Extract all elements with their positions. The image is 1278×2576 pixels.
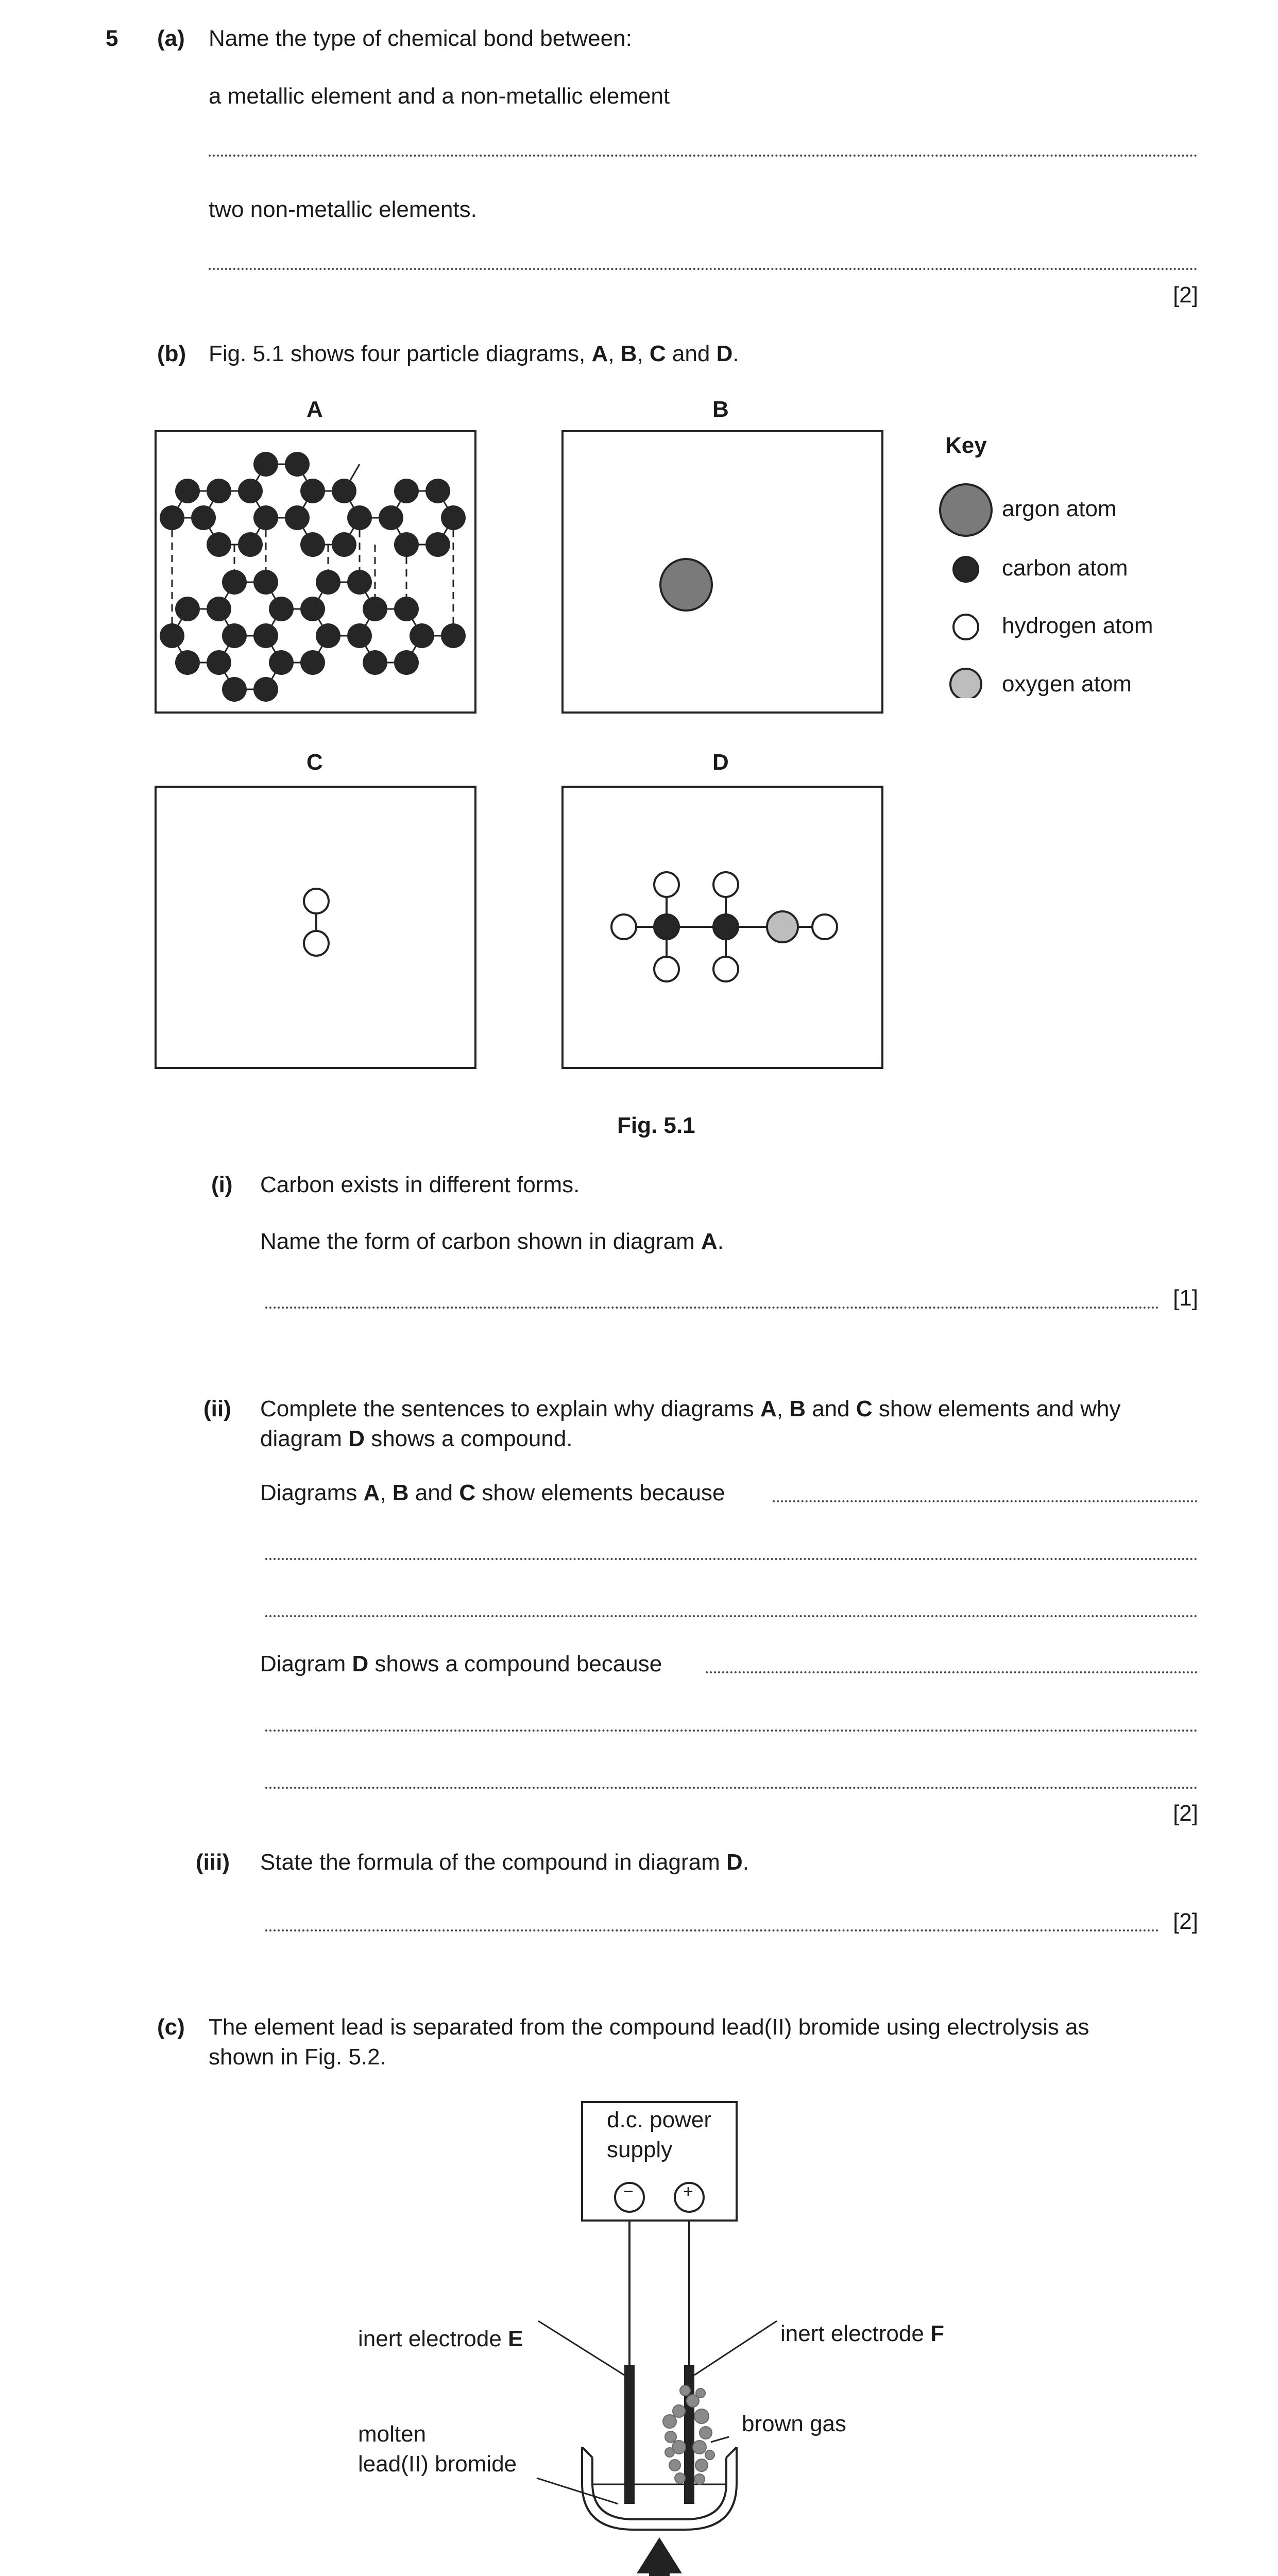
- part-b-intro: Fig. 5.1 shows four particle diagrams, A, B, C and D.: [209, 341, 739, 366]
- part-a-label: (a): [157, 26, 185, 51]
- diagram-c: [155, 786, 476, 1069]
- electrode-e: [624, 2365, 635, 2504]
- answer-line-b-ii-1[interactable]: [773, 1500, 1198, 1502]
- part-b-ii-sentence2: Diagram D shows a compound because: [260, 1651, 662, 1676]
- part-b-ii-sentence1: Diagrams A, B and C show elements because: [260, 1480, 725, 1505]
- part-a-item2: two non-metallic elements.: [209, 197, 477, 222]
- part-b-ii-marks: [2]: [1173, 1801, 1198, 1826]
- supply-label-2: supply: [607, 2137, 673, 2162]
- key-hydrogen: hydrogen atom: [1002, 613, 1153, 638]
- heat-arrow: [637, 2537, 682, 2576]
- answer-line-b-ii-4[interactable]: [706, 1671, 1198, 1673]
- key-carbon: carbon atom: [1002, 555, 1128, 581]
- part-b-label: (b): [157, 341, 186, 366]
- label-molten-2: lead(II) bromide: [358, 2451, 517, 2477]
- argon-atom-diagram: [660, 559, 712, 611]
- answer-line-b-ii-6[interactable]: [265, 1787, 1198, 1789]
- label-electrode-e: inert electrode E: [358, 2326, 523, 2351]
- answer-line-b-i[interactable]: [265, 1307, 1159, 1309]
- answer-line-b-ii-5[interactable]: [265, 1730, 1198, 1732]
- diagram-c-label: C: [306, 750, 323, 775]
- part-a-stem: Name the type of chemical bond between:: [209, 26, 632, 51]
- part-b-iii-marks: [2]: [1173, 1909, 1198, 1934]
- part-c-label: (c): [157, 2014, 185, 2040]
- answer-line-b-ii-3[interactable]: [265, 1615, 1198, 1617]
- part-b-i-marks: [1]: [1173, 1285, 1198, 1311]
- answer-line-a1[interactable]: [209, 155, 1198, 157]
- part-b-ii-line2: diagram D shows a compound.: [260, 1426, 573, 1451]
- diagram-d: [561, 786, 883, 1069]
- part-b-ii-label: (ii): [203, 1396, 231, 1421]
- diagram-b: [561, 430, 883, 714]
- hydrogen-atom-top: [304, 889, 329, 913]
- part-b-ii-line1: Complete the sentences to explain why diagrams A, B and C show elements and why: [260, 1396, 1121, 1421]
- oxygen-key-icon: [950, 669, 981, 698]
- part-a-marks: [2]: [1173, 282, 1198, 308]
- argon-key-icon: [940, 484, 992, 536]
- diagram-d-label: D: [712, 750, 729, 775]
- key-symbols: [935, 482, 997, 698]
- label-electrode-f: inert electrode F: [780, 2321, 944, 2346]
- diagram-b-label: B: [712, 397, 729, 422]
- part-c-line2: shown in Fig. 5.2.: [209, 2044, 386, 2070]
- minus-symbol: −: [623, 2182, 634, 2201]
- hydrogen-atom-bottom: [304, 931, 329, 956]
- part-b-i-line2: Name the form of carbon shown in diagram A.: [260, 1229, 724, 1254]
- supply-label-1: d.c. power: [607, 2107, 711, 2132]
- part-a-item1: a metallic element and a non-metallic element: [209, 83, 670, 109]
- key-argon: argon atom: [1002, 496, 1117, 521]
- label-brown-gas: brown gas: [742, 2411, 847, 2436]
- part-b-iii-label: (iii): [196, 1850, 230, 1875]
- answer-line-b-ii-2[interactable]: [265, 1558, 1198, 1560]
- question-number: 5: [106, 26, 118, 51]
- diagram-a: [155, 430, 476, 714]
- answer-line-b-iii[interactable]: [265, 1929, 1159, 1931]
- part-b-iii-text: State the formula of the compound in diagram D.: [260, 1850, 749, 1875]
- part-b-i-line1: Carbon exists in different forms.: [260, 1172, 580, 1197]
- carbon-key-icon: [953, 557, 978, 582]
- label-molten-1: molten: [358, 2421, 427, 2447]
- crucible-outer: [582, 2447, 737, 2530]
- graphite-structure: [157, 432, 474, 711]
- graphite-carbon-atoms: [160, 452, 466, 702]
- plus-symbol: +: [683, 2182, 693, 2201]
- fig-5-1-caption: Fig. 5.1: [617, 1113, 695, 1138]
- hydrogen-key-icon: [953, 615, 978, 639]
- part-b-i-label: (i): [211, 1172, 233, 1197]
- key-oxygen: oxygen atom: [1002, 671, 1132, 697]
- key-title: Key: [945, 433, 987, 458]
- part-c-line1: The element lead is separated from the compound lead(II) bromide using electrolysis as: [209, 2014, 1089, 2040]
- diagram-a-label: A: [306, 397, 323, 422]
- answer-line-a2[interactable]: [209, 268, 1198, 270]
